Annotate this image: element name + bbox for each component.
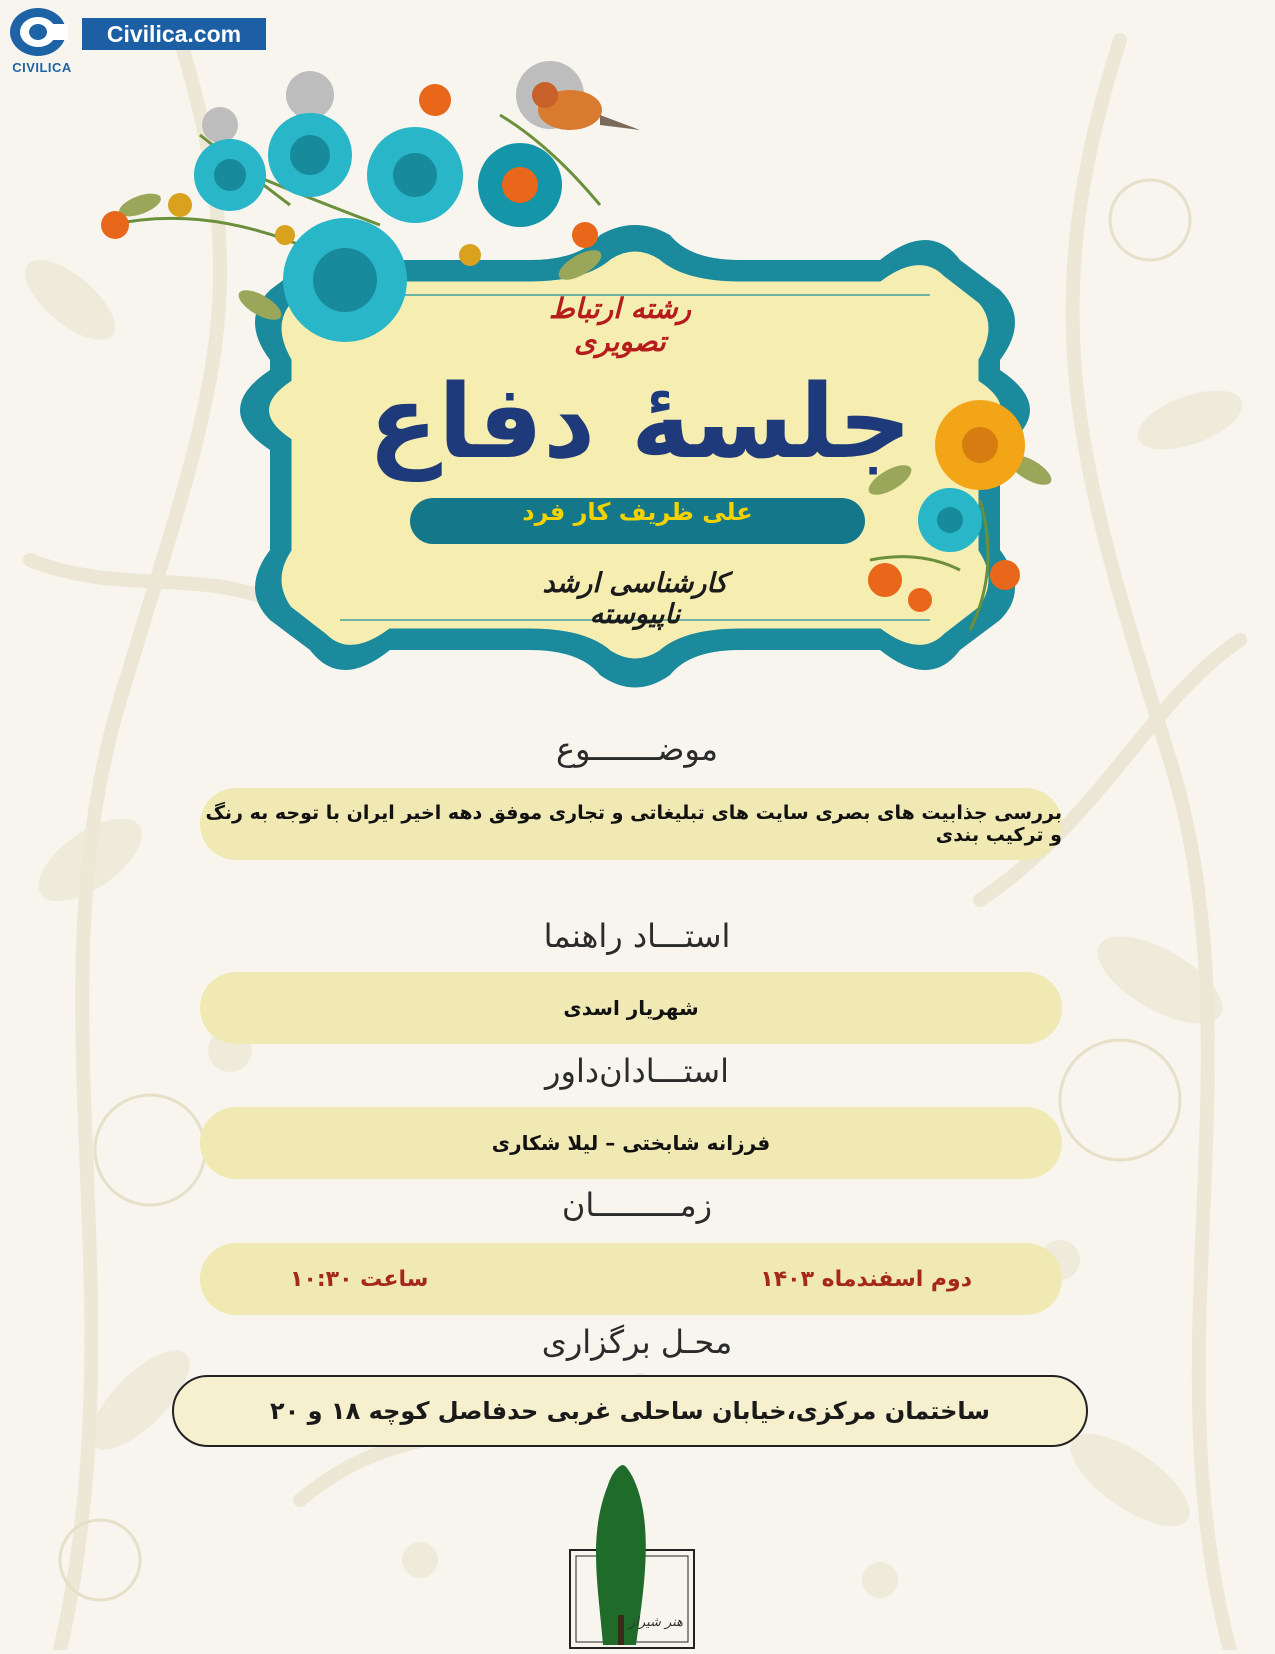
supervisor-heading: استـــاد راهنما [543, 917, 731, 955]
supervisor-name: شهریار اسدی [563, 996, 699, 1020]
civilica-watermark-logo [4, 6, 76, 76]
civilica-caption: CIVILICA [12, 60, 72, 75]
topic-text: بررسی جذابیت های بصری سایت های تبلیغاتی و تجاری موفق دهه اخیر ایران با توجه به رنگ و ترکیب بندی [205, 802, 1062, 846]
bird-icon [532, 82, 640, 130]
referees-heading: استـــادان‌داور [545, 1052, 729, 1090]
field-of-study: رشته ارتباط تصویری [548, 292, 692, 358]
venue-heading: محـل برگزاری [541, 1323, 733, 1361]
referees-names: فرزانه شابختی – لیلا شکاری [491, 1131, 771, 1155]
civilica-c-icon [8, 6, 68, 58]
time-pill [200, 1243, 1062, 1315]
university-logo [568, 1465, 698, 1650]
venue-address: ساختمان مرکزی،خیابان ساحلی غربی حدفاصل کوچه ۱۸ و ۲۰ [269, 1397, 991, 1425]
defense-hour: ساعت ۱۰:۳۰ [290, 1266, 429, 1292]
defense-date: دوم اسفندماه ۱۴۰۳ [760, 1266, 972, 1292]
degree-label: کارشناسی ارشد ناپیوسته [542, 568, 728, 630]
supervisor-pill [200, 972, 1062, 1044]
page-title: جلسهٔ دفاع [368, 363, 912, 482]
referees-pill [200, 1107, 1062, 1179]
university-motto: هنر شیراز [629, 1615, 683, 1630]
civilica-banner-link[interactable]: Civilica.com [82, 18, 266, 50]
venue-address-box [172, 1375, 1088, 1447]
time-heading: زمـــــــــان [561, 1186, 713, 1224]
topic-pill [200, 788, 1062, 860]
topic-heading: موضـــــــوع [555, 730, 719, 768]
student-name-badge: علی ظریف کار فرد [410, 498, 865, 544]
